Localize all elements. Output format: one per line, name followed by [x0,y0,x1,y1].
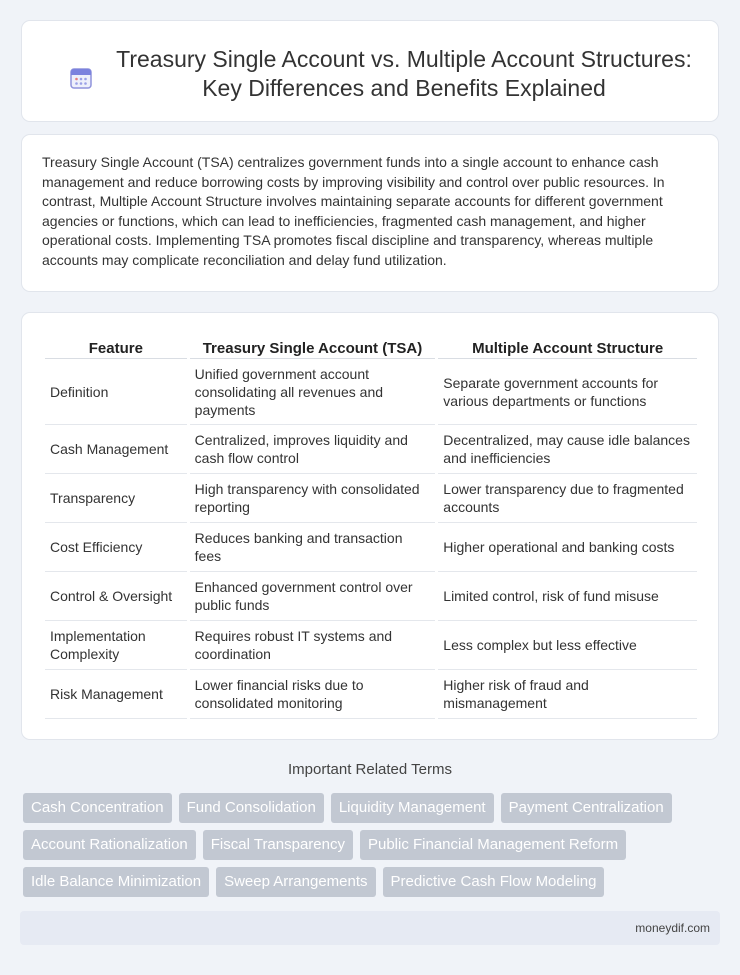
tag-sweep-arrangements[interactable]: Sweep Arrangements [216,867,375,897]
tag-cash-concentration[interactable]: Cash Concentration [23,793,172,823]
comparison-table [42,335,700,719]
table-row [45,572,697,621]
page-title: Treasury Single Account vs. Multiple Account Structures: Key Differences and Benefits Explained [116,46,692,101]
header-multiple: Multiple Account Structure [438,335,697,359]
tag-liquidity-management[interactable]: Liquidity Management [331,793,494,823]
calendar-icon [68,65,94,91]
tag-fund-consolidation[interactable]: Fund Consolidation [179,793,324,823]
intro-paragraph: Treasury Single Account (TSA) centralizes government funds into a single account to enhance cash management and reduce borrowing costs by improving visibility and control over public resources. In contrast, Multiple Account Structure involves maintaining separate accounts for different government agencies or functions, which can lead to inefficiencies, fragmented cash management, and higher operational costs. Implementing TSA promotes fiscal discipline and transparency, whereas multiple accounts may complicate reconciliation and delay fund utilization. [42,154,665,268]
cell-multiple: Higher risk of fraud and mismanagement [438,670,697,719]
comparison-card [21,312,719,740]
tag-idle-balance-minimization[interactable]: Idle Balance Minimization [23,867,209,897]
table-row [45,621,697,670]
table-row [45,474,697,523]
tag-row [23,830,723,860]
title-card [21,20,719,122]
tag-row [23,793,723,823]
site-name[interactable]: moneydif.com [635,921,710,935]
header-tsa: Treasury Single Account (TSA) [190,335,436,359]
cell-tsa: Unified government account consolidating all revenues and payments [190,359,436,425]
related-terms-heading: Important Related Terms [288,761,452,778]
tag-account-rationalization[interactable]: Account Rationalization [23,830,196,860]
cell-multiple: Decentralized, may cause idle balances and inefficiencies [438,425,697,474]
cell-tsa: Lower financial risks due to consolidated monitoring [190,670,436,719]
cell-multiple: Less complex but less effective [438,621,697,670]
intro-card [21,134,719,292]
cell-tsa: Reduces banking and transaction fees [190,523,436,572]
tag-row [23,867,723,897]
cell-multiple: Higher operational and banking costs [438,523,697,572]
footer [20,911,720,945]
cell-feature: Definition [45,359,187,425]
cell-feature: Implementation Complexity [45,621,187,670]
cell-feature: Transparency [45,474,187,523]
table-header-row [45,335,697,359]
table-row [45,425,697,474]
table-row [45,523,697,572]
cell-feature: Control & Oversight [45,572,187,621]
cell-tsa: Centralized, improves liquidity and cash flow control [190,425,436,474]
cell-tsa: Requires robust IT systems and coordination [190,621,436,670]
tag-payment-centralization[interactable]: Payment Centralization [501,793,672,823]
table-row [45,670,697,719]
cell-feature: Risk Management [45,670,187,719]
cell-tsa: Enhanced government control over public funds [190,572,436,621]
cell-tsa: High transparency with consolidated reporting [190,474,436,523]
tag-fiscal-transparency[interactable]: Fiscal Transparency [203,830,353,860]
header-feature: Feature [45,335,187,359]
cell-feature: Cost Efficiency [45,523,187,572]
tag-pfm-reform[interactable]: Public Financial Management Reform [360,830,626,860]
related-terms-list [23,793,723,904]
tag-predictive-cash-flow-modeling[interactable]: Predictive Cash Flow Modeling [383,867,605,897]
cell-multiple: Separate government accounts for various departments or functions [438,359,697,425]
cell-multiple: Lower transparency due to fragmented accounts [438,474,697,523]
cell-multiple: Limited control, risk of fund misuse [438,572,697,621]
table-row [45,359,697,425]
cell-feature: Cash Management [45,425,187,474]
